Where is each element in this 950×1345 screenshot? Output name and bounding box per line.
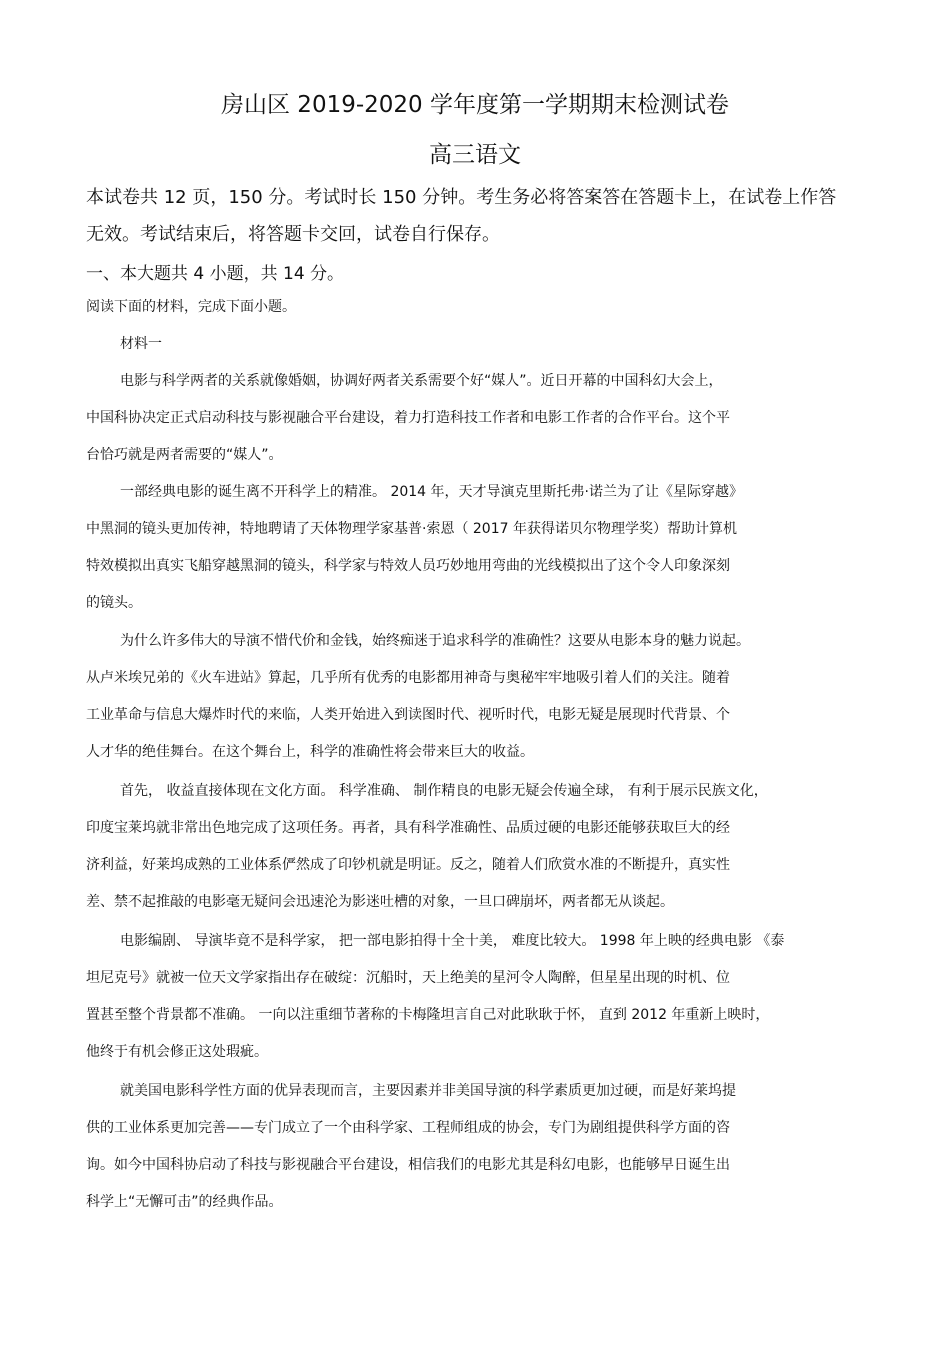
intro-line: 无效。考试结束后，将答题卡交回，试卷自行保存。 <box>86 224 500 245</box>
paragraph-line: 济利益，好莱坞成熟的工业体系俨然成了印钞机就是明证。反之，随着人们欣赏水准的不断提升，真实性 <box>86 857 730 873</box>
paragraph-line: 就美国电影科学性方面的优异表现而言，主要因素并非美国导演的科学素质更加过硬，而是好莱坞提 <box>120 1083 736 1099</box>
paragraph-line: 差、禁不起推敲的电影毫无疑问会迅速沦为影迷吐槽的对象，一旦口碑崩坏，两者都无从谈起。 <box>86 894 674 910</box>
paragraph-line: 特效模拟出真实飞船穿越黑洞的镜头，科学家与特效人员巧妙地用弯曲的光线模拟出了这个令人印象深刻 <box>86 558 730 574</box>
paragraph-line: 供的工业体系更加完善——专门成立了一个由科学家、工程师组成的协会，专门为剧组提供科学方面的咨 <box>86 1120 730 1136</box>
exam-title: 房山区 2019-2020 学年度第一学期期末检测试卷 <box>221 92 729 118</box>
instruction: 阅读下面的材料，完成下面小题。 <box>86 299 296 315</box>
paragraph-line: 台恰巧就是两者需要的“媒人”。 <box>86 447 283 463</box>
subject-title: 高三语文 <box>429 142 521 168</box>
intro-line: 本试卷共 12 页，150 分。考试时长 150 分钟。考生务必将答案答在答题卡上，在试卷上作答 <box>86 187 837 208</box>
paragraph-line: 科学上“无懈可击”的经典作品。 <box>86 1194 283 1210</box>
paragraph-line: 询。如今中国科协启动了科技与影视融合平台建设，相信我们的电影尤其是科幻电影，也能够早日诞生出 <box>86 1157 730 1173</box>
paragraph-line: 印度宝莱坞就非常出色地完成了这项任务。再者，具有科学准确性、品质过硬的电影还能够获取巨大的经 <box>86 820 730 836</box>
paragraph-line: 从卢米埃兄弟的《火车进站》算起，几乎所有优秀的电影都用神奇与奥秘牢牢地吸引着人们的关注。随着 <box>86 670 730 686</box>
paragraph-line: 为什么许多伟大的导演不惜代价和金钱，始终痴迷于追求科学的准确性？这要从电影本身的魅力说起。 <box>120 633 750 649</box>
paragraph-line: 中黑洞的镜头更加传神，特地聘请了天体物理学家基普·索恩（ 2017 年获得诺贝尔物理学奖）帮助计算机 <box>86 521 737 537</box>
paragraph-line: 一部经典电影的诞生离不开科学上的精准。 2014 年，天才导演克里斯托弗·诺兰为了让《星际穿越》 <box>120 484 743 500</box>
paragraph-line: 电影编剧、 导演毕竟不是科学家， 把一部电影拍得十全十美， 难度比较大。 1998 年上映的经典电影 《泰 <box>120 933 785 949</box>
paragraph-line: 坦尼克号》就被一位天文学家指出存在破绽：沉船时，天上绝美的星河令人陶醉，但星星出现的时机、位 <box>86 970 730 986</box>
paragraph-line: 首先， 收益直接体现在文化方面。 科学准确、 制作精良的电影无疑会传遍全球， 有利于展示民族文化， <box>120 783 768 799</box>
paragraph-line: 工业革命与信息大爆炸时代的来临，人类开始进入到读图时代、视听时代，电影无疑是展现时代背景、个 <box>86 707 730 723</box>
paragraph-line: 电影与科学两者的关系就像婚姻，协调好两者关系需要个好“媒人”。近日开幕的中国科幻大会上， <box>120 373 723 389</box>
paragraph-line: 中国科协决定正式启动科技与影视融合平台建设，着力打造科技工作者和电影工作者的合作平台。这个平 <box>86 410 730 426</box>
material-label: 材料一 <box>120 336 162 352</box>
section-heading: 一、本大题共 4 小题，共 14 分。 <box>86 264 345 284</box>
paragraph-line: 人才华的绝佳舞台。在这个舞台上，科学的准确性将会带来巨大的收益。 <box>86 744 534 760</box>
paragraph-line: 他终于有机会修正这处瑕疵。 <box>86 1044 268 1060</box>
paragraph-line: 的镜头。 <box>86 595 142 611</box>
paragraph-line: 置甚至整个背景都不准确。 一向以注重细节著称的卡梅隆坦言自己对此耿耿于怀， 直到 2012 年重新上映时， <box>86 1007 770 1023</box>
